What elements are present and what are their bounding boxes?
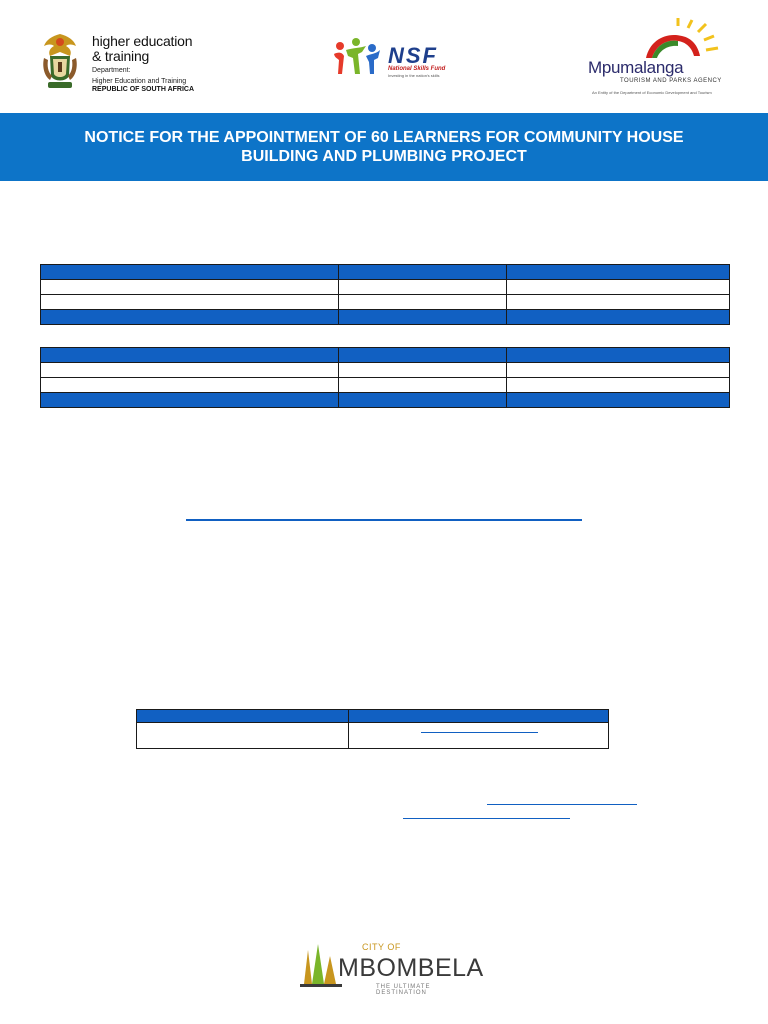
table-cell [137,710,349,723]
mtpa-logo [584,18,730,98]
nsf-logo [330,34,480,84]
table-cell [41,378,339,393]
table-cell [41,393,339,408]
table-cell [507,363,730,378]
table-header-row [41,348,730,363]
table-cell [339,295,507,310]
nsf-wordmark: NSF [388,43,438,68]
nsf-tagline: Investing in the nation's skills [388,73,440,78]
dhet-title-line1: higher education [92,33,193,49]
email-link-underline[interactable] [421,732,538,733]
table-header-row [137,710,609,723]
table-cell [41,295,339,310]
sunrise-icon [584,18,730,62]
details-table-2 [40,347,730,408]
table-row [41,363,730,378]
nsf-figures-icon [330,34,386,82]
hyperlink-underline[interactable] [403,818,570,819]
dhet-logo [38,30,198,92]
table-cell [339,310,507,325]
table-cell [507,295,730,310]
table-cell [41,280,339,295]
table-cell [339,393,507,408]
coat-of-arms-icon [38,30,82,92]
table-cell [137,723,349,749]
table-row [41,295,730,310]
contact-table [136,709,609,749]
table-cell [507,348,730,363]
table-total-row [41,393,730,408]
table-cell [507,280,730,295]
dhet-title-line2: & training [92,48,150,64]
table-cell [349,710,609,723]
table-cell [507,393,730,408]
table-cell [41,348,339,363]
hyperlink-underline[interactable] [487,804,637,805]
dhet-department-name: Higher Education and Training [92,78,187,85]
dhet-department-label: Department: [92,67,131,74]
table-cell [339,363,507,378]
notice-title: NOTICE FOR THE APPOINTMENT OF 60 LEARNERS FOR COMMUNITY HOUSE BUILDING AND PLUMBING PROJECT [84,129,684,165]
mbombela-tagline: THE ULTIMATE DESTINATION [376,984,431,996]
mbombela-wordmark: MBOMBELA [338,954,484,982]
table-cell [41,265,339,280]
mbombela-city-label: CITY OF [362,942,401,952]
table-row [137,723,609,749]
mtpa-tagline: An Entity of the Department of Economic Development and Tourism [592,90,712,95]
mbombela-logo [298,938,484,998]
mtpa-subtitle: TOURISM AND PARKS AGENCY [620,78,722,84]
table-cell [41,363,339,378]
table-total-row [41,310,730,325]
table-header-row [41,265,730,280]
table-row [41,280,730,295]
table-cell [507,378,730,393]
mtpa-wordmark: Mpumalanga [588,58,684,77]
table-cell [339,280,507,295]
table-row [41,378,730,393]
hyperlink-underline[interactable] [186,519,582,521]
table-cell [339,348,507,363]
table-cell [349,723,609,749]
nsf-name: National Skills Fund [388,66,446,72]
table-cell [507,310,730,325]
table-cell [339,378,507,393]
details-table-1 [40,264,730,325]
table-cell [41,310,339,325]
notice-banner [0,113,768,181]
table-cell [339,265,507,280]
dhet-republic-label: REPUBLIC OF SOUTH AFRICA [92,86,195,93]
table-cell [507,265,730,280]
